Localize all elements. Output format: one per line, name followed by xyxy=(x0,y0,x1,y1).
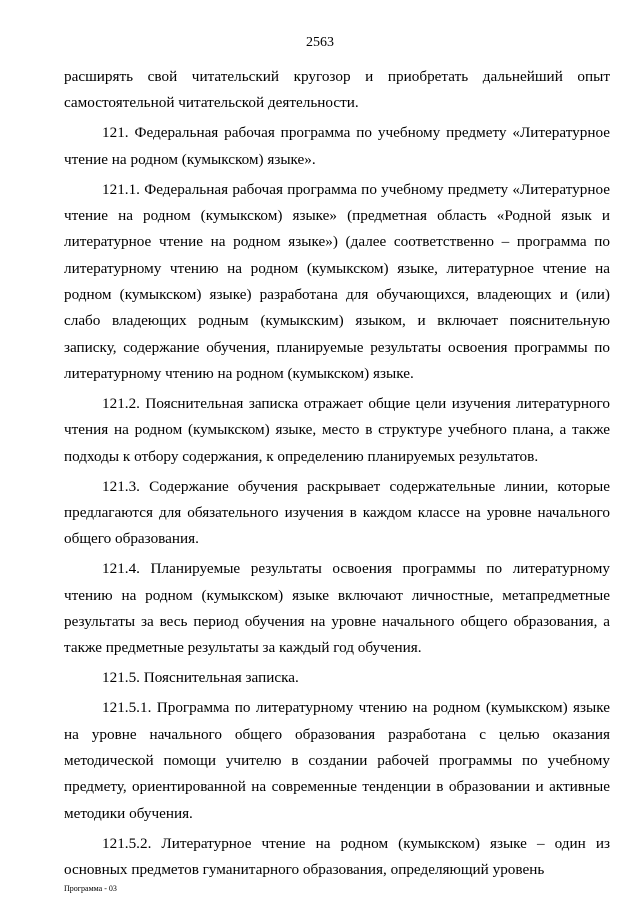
paragraph-121-2: 121.2. Пояснительная записка отражает общие цели изучения литературного чтения на родном (кумыкском) языке, место в структуре учебного плана, а также подходы к отбору содержания, к определению планируемых результатов. xyxy=(64,394,610,465)
paragraph-continuation: расширять свой читательский кругозор и приобретать дальнейший опыт самостоятельной читательской деятельности. xyxy=(64,68,610,112)
paragraph-121-5-1: 121.5.1. Программа по литературному чтению на родном (кумыкском) языке на уровне начального общего образования разработана с целью оказания методической помощи учителю в создании рабочей программы по учебному предмету, ориентированной на современные тенденции в образовании и активные методики обучения. xyxy=(64,699,610,822)
document-body xyxy=(64,64,610,887)
paragraph-121-3: 121.3. Содержание обучения раскрывает содержательные линии, которые предлагаются для обязательного изучения в каждом классе на уровне начального общего образования. xyxy=(64,477,610,548)
paragraph-121-5: 121.5. Пояснительная записка. xyxy=(102,669,299,687)
paragraph-121: 121. Федеральная рабочая программа по учебному предмету «Литературное чтение на родном (кумыкском) языке». xyxy=(64,124,610,168)
paragraph-121-1: 121.1. Федеральная рабочая программа по учебному предмету «Литературное чтение на родном (кумыкском) языке» (предметная область «Родной язык и литературное чтение на родном языке») (далее соответственно – программа по литературному чтению на родном (кумыкском) языке, литературное чтение на родном (кумыкском) языке) разработана для обучающихся, владеющих и (или) слабо владеющих родным (кумыкским) языком, и включает пояснительную записку, содержание обучения, планируемые результаты освоения программы по литературному чтению на родном (кумыкском) языке. xyxy=(64,180,610,382)
paragraph-121-4: 121.4. Планируемые результаты освоения программы по литературному чтению на родном (кумыкском) языке включают личностные, метапредметные результаты за весь период обучения на уровне начального общего образования, а также предметные результаты за каждый год обучения. xyxy=(64,560,610,657)
footer-note: Программа - 03 xyxy=(64,884,117,893)
paragraph-121-5-2: 121.5.2. Литературное чтение на родном (кумыкском) языке – один из основных предметов гуманитарного образования, определяющий уровень xyxy=(64,834,610,878)
page-number: 2563 xyxy=(306,35,334,50)
